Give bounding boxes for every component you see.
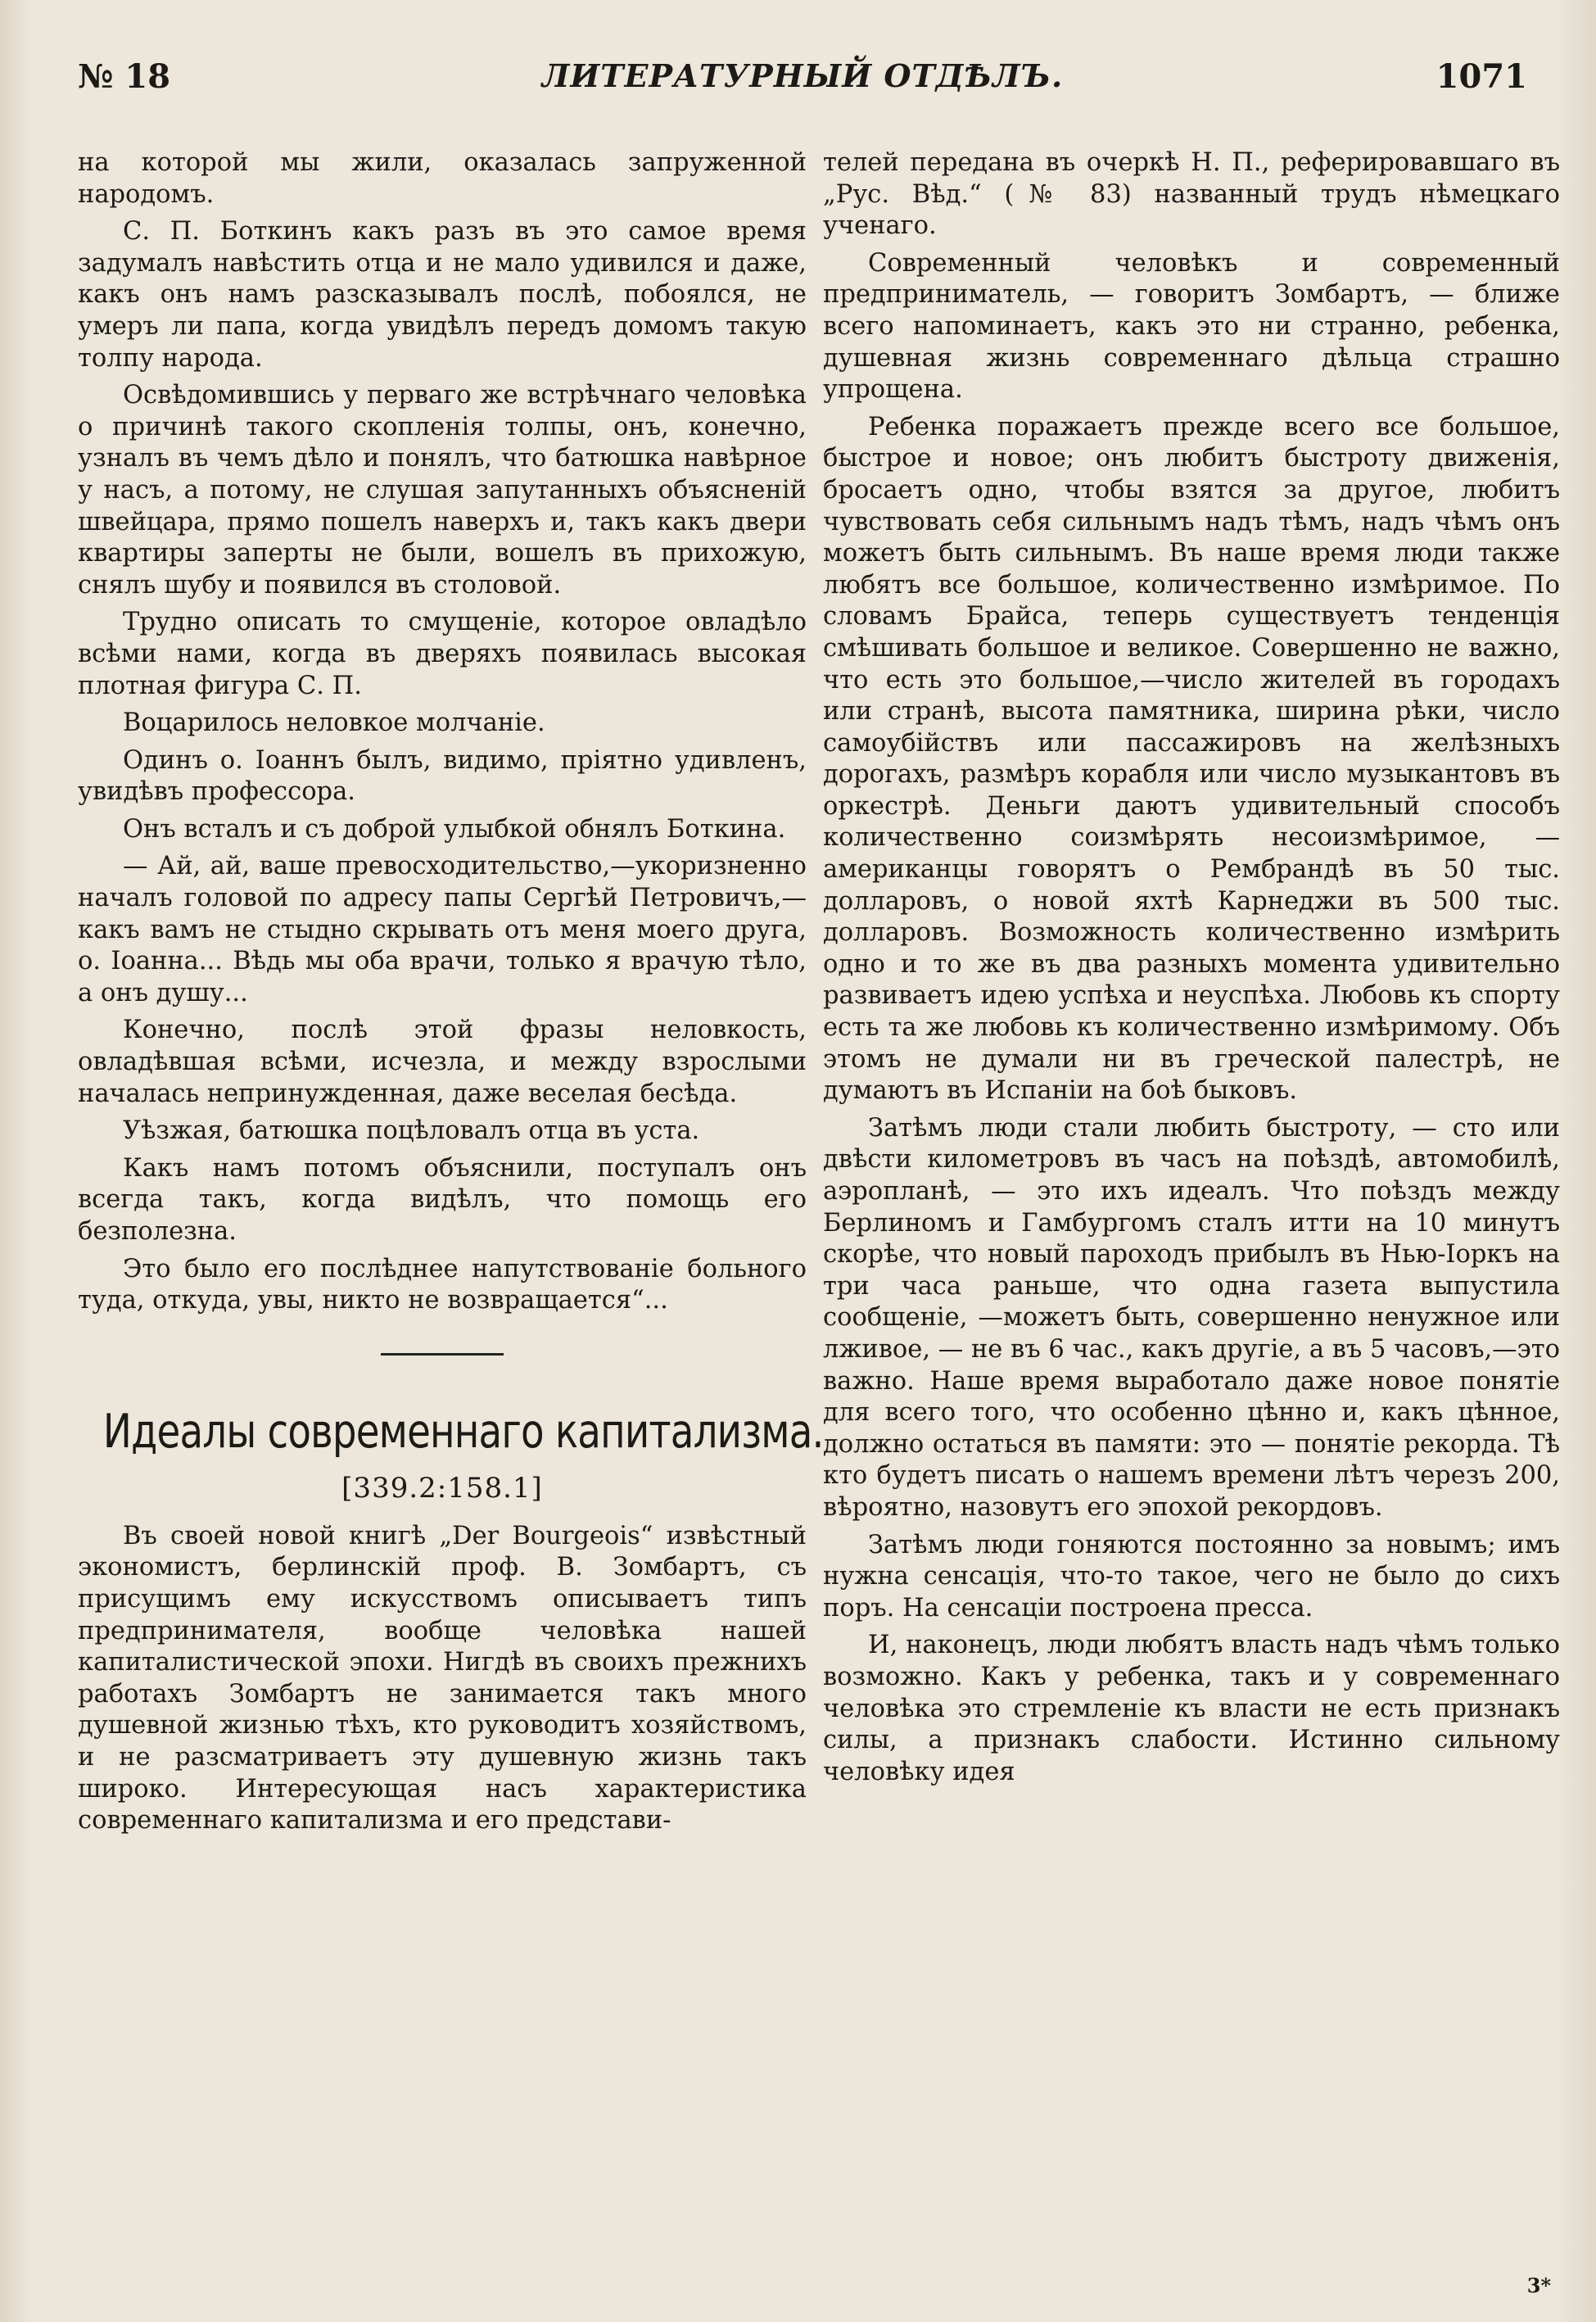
paragraph: Конечно, послѣ этой фразы неловкость, овладѣвшая всѣми, исчезла, и между взрослыми началась непринужденная, даже веселая бесѣда. [78, 1016, 807, 1108]
paragraph: Онъ всталъ и съ доброй улыбкой обнялъ Боткина. [123, 814, 786, 844]
section-divider [381, 1353, 504, 1356]
paragraph: Воцарилось неловкое молчаніе. [123, 708, 545, 738]
paragraph: на которой мы жили, оказалась запруженной народомъ. [78, 148, 807, 209]
paragraph: С. П. Боткинъ какъ разъ въ это самое время задумалъ навѣстить отца и не мало удивился и даже, какъ онъ намъ разсказывалъ послѣ, побоялся, не умеръ ли папа, когда увидѣлъ передъ домомъ такую толпу народа. [78, 217, 807, 373]
paragraph: телей передана въ очеркѣ Н. П., реферировавшаго въ „Рус. Вѣд.“ (№ 83) названный трудъ нѣмецкаго ученаго. [823, 148, 1560, 241]
left-column [78, 147, 824, 1843]
paragraph: Какъ намъ потомъ объяснили, поступалъ онъ всегда такъ, когда видѣлъ, что помощь его безполезна. [78, 1153, 807, 1246]
paragraph: Трудно описать то смущеніе, которое овладѣло всѣми нами, когда въ дверяхъ появилась высокая плотная фигура С. П. [78, 608, 807, 700]
paragraph: Въ своей новой книгѣ „Der Bourgeois“ извѣстный экономистъ, берлинскій проф. В. Зомбартъ, съ присущимъ ему искусствомъ описываетъ типъ предпринимателя, вообще человѣка нашей капиталистической эпохи. Нигдѣ въ своихъ прежнихъ работахъ Зомбартъ не занимается такъ много душевной жизнью тѣхъ, кто руководитъ хозяйствомъ, и не разсматриваетъ эту душевную жизнь такъ широко. Интересующая насъ характеристика современнаго капитализма и его представи- [78, 1521, 807, 1835]
paragraph: Затѣмъ люди гоняются постоянно за новымъ; имъ нужна сенсація, что-то такое, чего не было до сихъ поръ. На сенсаціи построена пресса. [823, 1530, 1560, 1623]
paragraph: Ребенка поражаетъ прежде всего все большое, быстрое и новое; онъ любитъ быстроту движенія, бросаетъ одно, чтобы взятся за другое, любитъ чувствовать себя сильнымъ надъ тѣмъ, надъ чѣмъ онъ можетъ быть сильнымъ. Въ наше время люди также любятъ все большое, количественно измѣримое. По словамъ Брайса, теперь существуетъ тенденція смѣшивать большое и великое. Совершенно не важно, что есть это большое,—число жителей въ городахъ или странѣ, высота памятника, ширина рѣки, число самоубійствъ или пассажировъ на желѣзныхъ дорогахъ, размѣръ корабля или число музыкантовъ въ оркестрѣ. Деньги даютъ удивительный способъ количественно соизмѣрять несоизмѣримое, — американцы говорятъ о Рембрандѣ въ 50 тыс. долларовъ, о новой яхтѣ Карнеджи въ 500 тыс. долларовъ. Возможность количественно измѣрить одно и то же въ два разныхъ момента удивительно развиваетъ идею успѣха и неуспѣха. Любовь къ спорту есть та же любовь къ количественно измѣримому. Объ этомъ не думали ни въ греческой палестрѣ, не думаютъ въ Испаніи на боѣ быковъ. [823, 412, 1560, 1106]
paragraph: — Ай, ай, ваше превосходительство,—укоризненно началъ головой по адресу папы Сергѣй Петровичъ,—какъ вамъ не стыдно скрывать отъ меня моего друга, о. Іоанна... Вѣдь мы оба врачи, только я врачую тѣло, а онъ душу... [78, 852, 807, 1007]
paragraph: Затѣмъ люди стали любить быстроту, — сто или двѣсти километровъ въ часъ на поѣздѣ, автомобилѣ, аэропланѣ, — это ихъ идеалъ. Что поѣздъ между Берлиномъ и Гамбургомъ сталъ итти на 10 минутъ скорѣе, что новый пароходъ прибылъ въ Нью-Іоркъ на три часа раньше, что одна газета выпустила сообщеніе, —можетъ быть, совершенно ненужное или лживое, — не въ 6 час., какъ другіе, а въ 5 часовъ,—это важно. Наше время выработало даже новое понятіе для всего того, что особенно цѣнно и, какъ цѣнное, должно остаться въ памяти: это — понятіе рекорда. Тѣ кто будетъ писать о нашемъ времени лѣтъ черезъ 200, вѣроятно, назовутъ его эпохой рекордовъ. [823, 1113, 1560, 1522]
paragraph: Освѣдомившись у перваго же встрѣчнаго человѣка о причинѣ такого скопленія толпы, онъ, конечно, узналъ въ чемъ дѣло и понялъ, что батюшка навѣрное у насъ, а потому, не слушая запутанныхъ объясненій швейцара, прямо пошелъ наверхъ и, такъ какъ двери квартиры заперты не были, вошелъ въ прихожую, снялъ шубу и появился въ столовой. [78, 381, 807, 600]
section-title: ЛИТЕРАТУРНЫЙ ОТДѢЛЪ. [541, 57, 1064, 94]
article-classification-code: [339.2:158.1] [341, 1471, 543, 1505]
issue-number: № 18 [78, 57, 171, 96]
paragraph: Современный человѣкъ и современный предприниматель, — говоритъ Зомбартъ, — ближе всего напоминаетъ, какъ это ни странно, ребенка, душевная жизнь современнаго дѣльца страшно упрощена. [823, 248, 1560, 405]
paragraph: Это было его послѣднее напутствованіе больного туда, откуда, увы, никто не возвращается“... [78, 1254, 807, 1315]
page-header [78, 57, 1527, 115]
paragraph: Уѣзжая, батюшка поцѣловалъ отца въ уста. [123, 1116, 700, 1146]
article-title: Идеалы современнаго капитализма. [102, 1404, 824, 1459]
paragraph: Одинъ о. Іоаннъ былъ, видимо, пріятно удивленъ, увидѣвъ профессора. [78, 745, 807, 807]
page-number: 1071 [1435, 57, 1527, 96]
paragraph: И, наконецъ, люди любятъ власть надъ чѣмъ только возможно. Какъ у ребенка, такъ и у современнаго человѣка это стремленіе къ власти не есть признакъ силы, а признакъ слабости. Истинно сильному человѣку идея [823, 1631, 1560, 1786]
signature-mark: 3* [1526, 2274, 1551, 2297]
right-column [823, 147, 1560, 1794]
